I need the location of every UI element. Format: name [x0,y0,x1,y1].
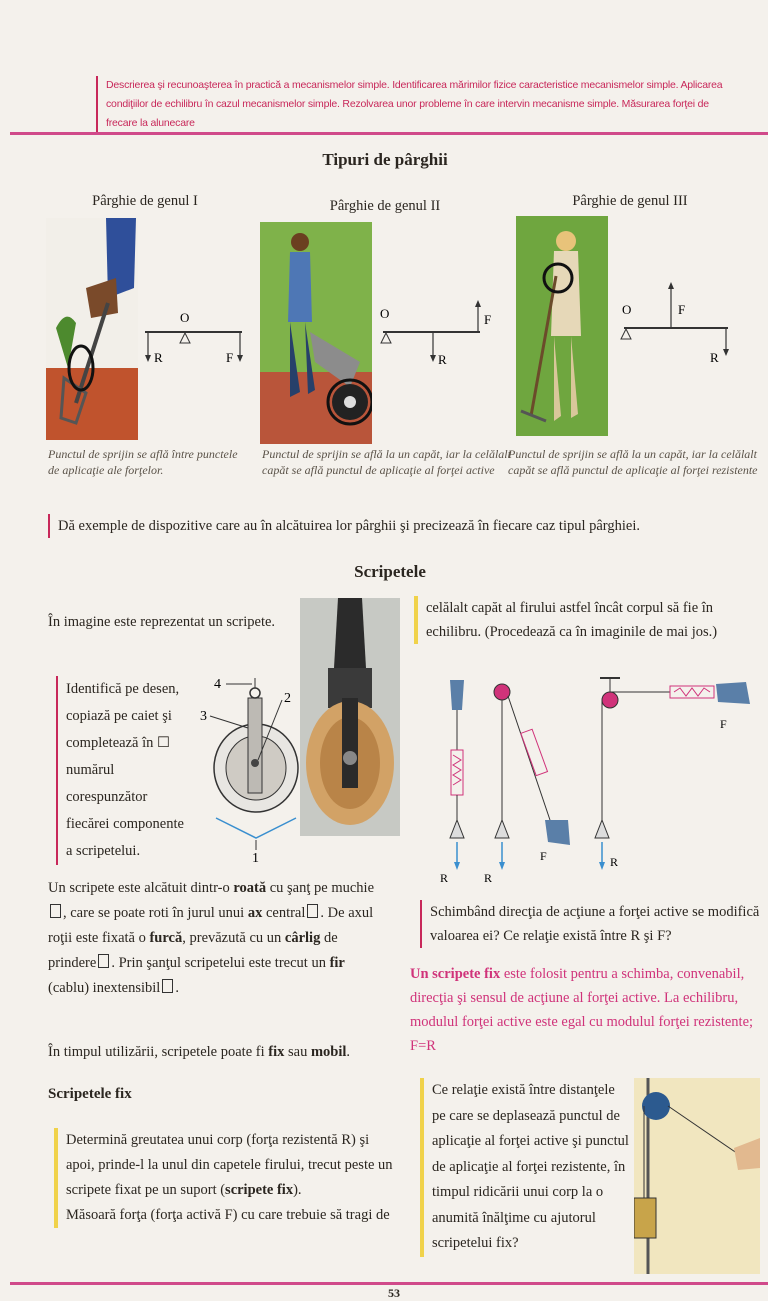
levers-title: Tipuri de pârghii [322,150,448,169]
exp3-r-label: R [610,855,619,869]
lever-3-o-label: O [622,302,632,317]
lever-3-caption: Punctul de sprijin se află la un capăt, iar la celălalt capăt se află punctul de aplicaţie al forţei rezistente [508,447,758,477]
lever-2-heading: Pârghie de genul II [329,198,441,214]
distance-question: Ce relaţie există între distanţele pe care se deplasează punctul de aplicaţie al forţei active şi punctul de aplicaţie al forţei rezistente, în timpul ridicării unui corp la o anumită înălţime cu ajutorul scripetelui fix? [420,1078,632,1257]
exp2-f-label: F [540,849,547,863]
answer-box [98,954,109,968]
exp2-r-label: R [484,871,493,885]
answer-box [50,904,61,918]
lever-3-r-label: R [710,350,719,365]
learning-objectives: Descrierea şi recunoaşterea în practică a mecanismelor simple. Identificarea mărimilor fizice caracteristice mecanismelor simple. Aplicarea condiţiilor de echilibru în cazul mecanismelor simple. Rezolvarea unor probleme în care intervin mecanisme simple. Măsurarea forţei de frecare la alunecare [96,76,726,133]
answer-box [162,979,173,993]
experiment-2 [484,684,570,885]
lever-2-diagram [378,292,498,376]
fixed-pulley-definition: Un scripete fix este folosit pentru a schimba, convenabil, direcţia şi sensul de acţiune al forţei active. La echilibru, modulul forţei active este egal cu modulul forţei rezistente; F=R [410,966,754,1054]
lifting-photo [634,1078,760,1274]
lever-2-photo [260,222,372,444]
pulley-usage: În timpul utilizării, scripetele poate fi fix sau mobil. [48,1044,351,1060]
lever-1-caption: Punctul de sprijin se află între punctele de aplicaţie ale forţelor. [48,447,238,477]
fixed-pulley-experiments [420,670,760,890]
lever-2-f-label: F [484,312,492,327]
pulley-drawing [196,668,308,868]
pulley-photo [300,598,400,836]
lever-1-diagram [140,300,250,380]
fixed-pulley-task-continued: celălalt capăt al firului astfel încât corpul să fie în echilibru. (Procedează ca în imaginile de mai jos.) [414,596,766,644]
exp3-f-label: F [720,717,727,731]
experiment-3 [595,678,750,870]
pulley-label-1: 1 [252,851,259,866]
lever-1-o-label: O [180,310,190,325]
lever-2-o-label: O [380,306,390,321]
lever-1-r-label: R [154,350,163,365]
footer-divider [10,1282,768,1285]
pulley-label-2: 2 [284,691,291,706]
answer-box [307,904,318,918]
pulleys-title: Scripetele [354,562,426,581]
pulley-intro: În imagine este reprezentat un scripete. [48,614,276,630]
lever-3-diagram [616,272,736,368]
pulley-identify-task: Identifică pe desen, copiază pe caiet şi completează în ☐ numărul corespunzător fiecărei componente a scripetelui. [56,676,190,865]
lever-3-heading: Pârghie de genul III [572,193,688,209]
fixed-pulley-task: Determină greutatea unui corp (forţa rezistentă R) şi apoi, prinde-l la unul din capetele firului, trecut peste un scripete fixat pe un suport (scripete fix). Măsoară forţa (forţa activă F) cu care trebuie să tragi de [54,1128,396,1228]
lever-1-heading: Pârghie de genul I [92,193,198,209]
page-number: 53 [388,1286,400,1300]
pulley-description: Un scripete este alcătuit dintr-o roată cu şanţ pe muchie, care se poate roti în jurul unui ax central . De axul roţii este fixată o furcă, prevăzută cu un cârlig de prindere . Prin şanţul scripetelui este trecut un fir (cablu) inextensibil . [48,880,375,996]
lever-1-f-label: F [226,350,234,365]
lever-3-f-label: F [678,302,686,317]
header-divider [10,132,768,135]
levers-task: Dă exemple de dispozitive care au în alcătuirea lor pârghii şi precizează în fiecare caz tipul pârghiei. [48,514,758,538]
fixed-pulley-title: Scripetele fix [48,1086,132,1102]
pulley-label-4: 4 [214,677,221,692]
lever-3-photo [516,216,608,436]
pulley-label-3: 3 [200,709,207,724]
lever-2-caption: Punctul de sprijin se află la un capăt, iar la celălalt capăt se află punctul de aplicaţie al forţei active [262,447,511,477]
lever-1-photo [46,218,138,440]
experiment-1 [440,680,464,885]
exp1-r-label: R [440,871,449,885]
lever-2-r-label: R [438,352,447,367]
direction-question: Schimbând direcţia de acţiune a forţei active se modifică valoarea ei? Ce relaţie există între R şi F? [420,900,760,948]
